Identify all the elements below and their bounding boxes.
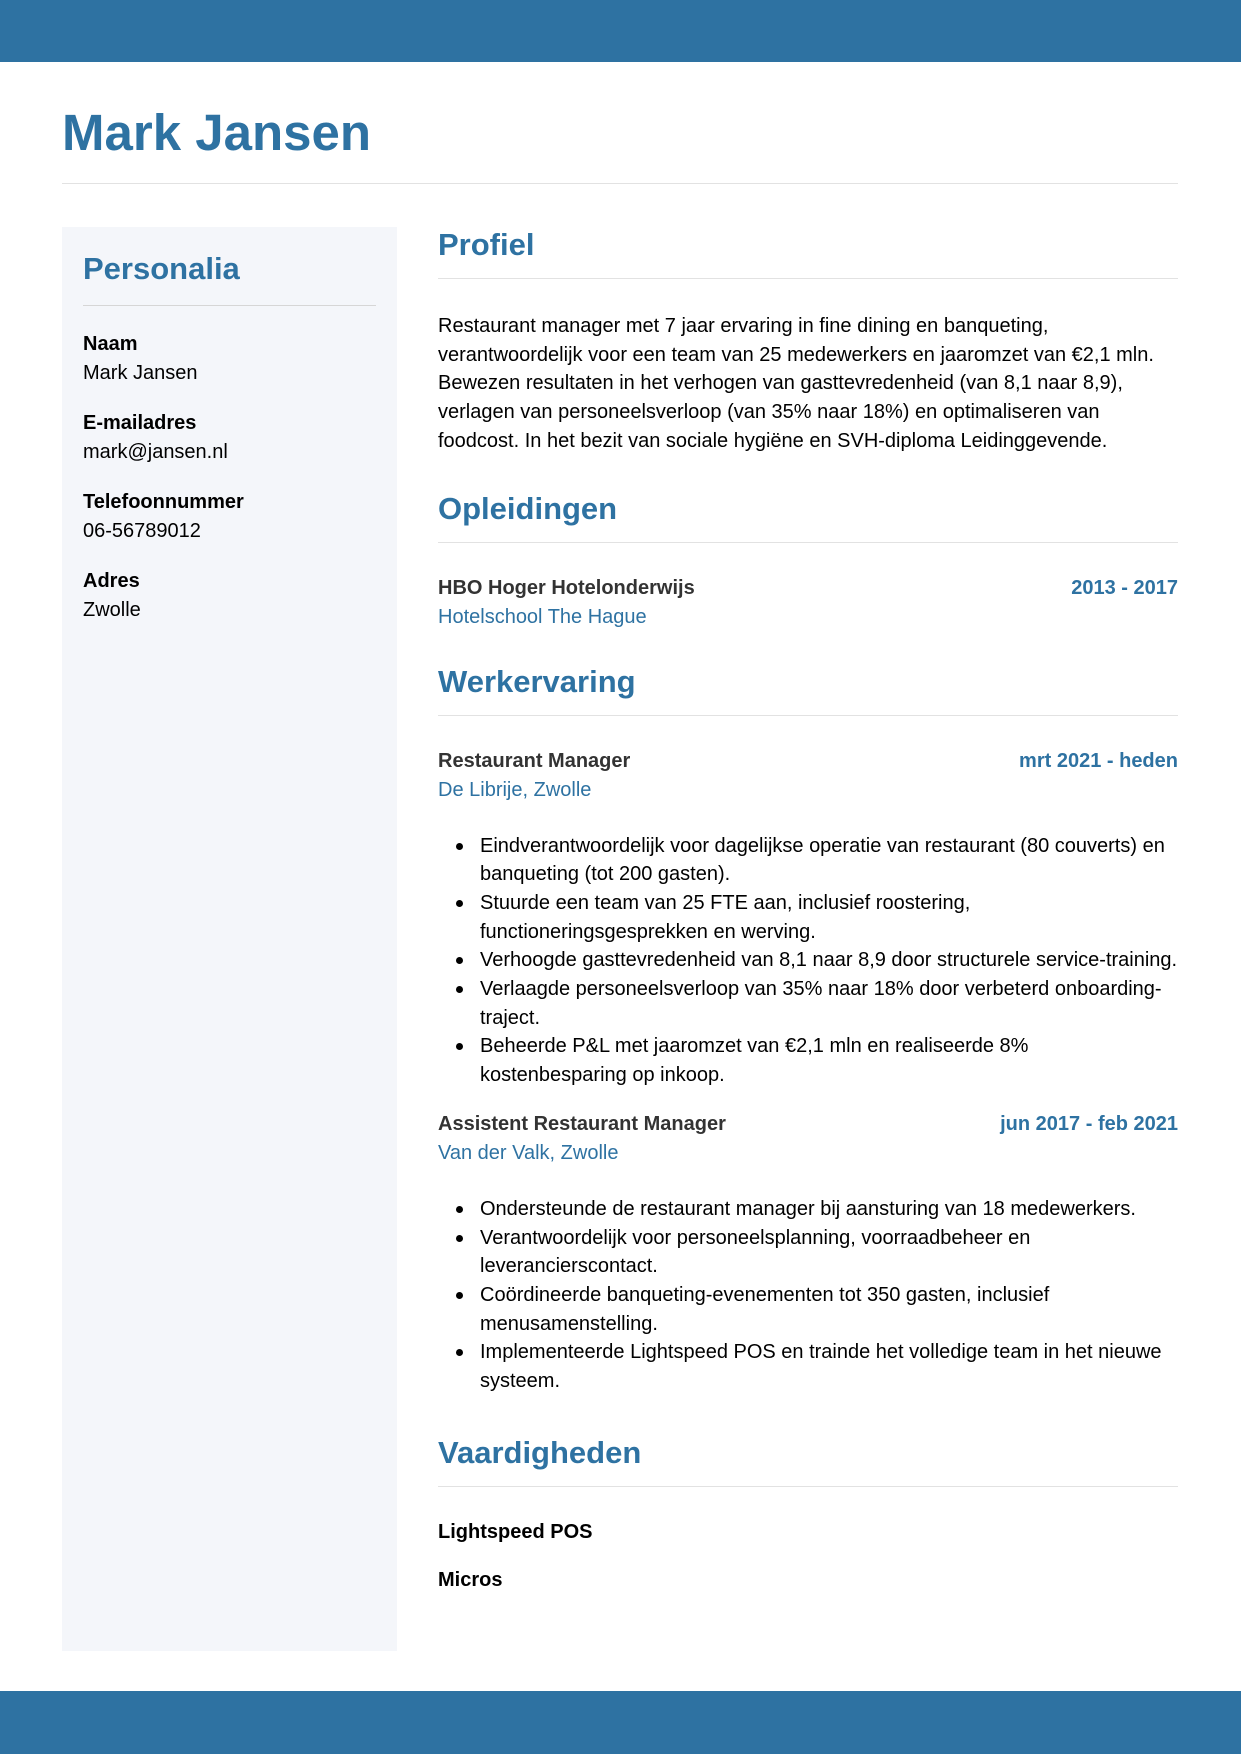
job-company: Van der Valk, Zwolle [438, 1141, 619, 1164]
job-entry [438, 747, 1178, 1090]
education-title: Opleidingen [438, 490, 618, 526]
personalia-item-name [83, 330, 376, 388]
personalia-label: Naam [83, 333, 138, 355]
list-item: Stuurde een team van 25 FTE aan, inclusief roostering, functioneringsgesprekken en werving. [438, 889, 1178, 946]
personalia-title: Personalia [83, 251, 240, 286]
profile-text: Restaurant manager met 7 jaar ervaring in fine dining en banqueting, verantwoordelijk voor een team van 25 medewerkers en jaaromzet van €2,1 mln. Bewezen resultaten in het verhogen van gasttevredenheid (van 8,1 naar 8,9), verlagen van personeelsverloop (van 35% naar 18%) en optimaliseren van foodcost. In het bezit van sociale hygiëne en SVH-diploma Leidinggevende. [438, 315, 1154, 452]
bottom-banner [0, 1691, 1241, 1754]
education-school: Hotelschool The Hague [438, 605, 647, 628]
personalia-item-address [83, 567, 376, 625]
job-company: De Librije, Zwolle [438, 778, 592, 801]
section-divider [438, 542, 1178, 543]
list-item: Beheerde P&L met jaaromzet van €2,1 mln en realiseerde 8% kostenbesparing op inkoop. [438, 1032, 1178, 1089]
experience-section [438, 663, 1178, 1396]
job-dates: mrt 2021 - heden [1019, 749, 1178, 772]
skill-item: Lightspeed POS [438, 1520, 593, 1543]
job-header [438, 747, 1178, 776]
list-item: Implementeerde Lightspeed POS en trainde het volledige team in het nieuwe systeem. [438, 1338, 1178, 1395]
job-bullets [438, 832, 1178, 1090]
personalia-value: Mark Jansen [83, 362, 198, 384]
header-divider [62, 183, 1178, 184]
skills-section [438, 1434, 1178, 1595]
list-item: Eindverantwoordelijk voor dagelijkse operatie van restaurant (80 couverts) en banqueting (tot 200 gasten). [438, 832, 1178, 889]
personalia-value: mark@jansen.nl [83, 441, 228, 463]
candidate-name: Mark Jansen [62, 104, 371, 161]
skill-item: Micros [438, 1568, 503, 1591]
top-banner [0, 0, 1241, 62]
skills-title: Vaardigheden [438, 1434, 642, 1470]
personalia-label: Adres [83, 570, 140, 592]
personalia-divider [83, 305, 376, 306]
section-divider [438, 715, 1178, 716]
personalia-sidebar [62, 227, 397, 1651]
list-item: Ondersteunde de restaurant manager bij aansturing van 18 medewerkers. [438, 1195, 1178, 1224]
job-entry [438, 1110, 1178, 1396]
education-degree: HBO Hoger Hotelonderwijs [438, 576, 695, 599]
profile-section [438, 226, 1178, 456]
main-content [438, 226, 1178, 1595]
personalia-item-email [83, 409, 376, 467]
education-dates: 2013 - 2017 [1071, 576, 1178, 599]
list-item: Verhoogde gasttevredenheid van 8,1 naar 8,9 door structurele service-training. [438, 946, 1178, 975]
job-role: Restaurant Manager [438, 749, 631, 772]
personalia-item-phone [83, 488, 376, 546]
education-entry [438, 574, 1178, 632]
education-section [438, 490, 1178, 632]
profile-title: Profiel [438, 227, 535, 262]
list-item: Coördineerde banqueting-evenementen tot 350 gasten, inclusief menusamenstelling. [438, 1281, 1178, 1338]
section-divider [438, 1486, 1178, 1487]
personalia-value: 06-56789012 [83, 520, 201, 542]
job-bullets [438, 1195, 1178, 1396]
personalia-label: E-mailadres [83, 412, 197, 434]
experience-title: Werkervaring [438, 663, 636, 699]
education-entry-header [438, 574, 1178, 603]
personalia-value: Zwolle [83, 599, 141, 621]
job-role: Assistent Restaurant Manager [438, 1112, 726, 1135]
section-divider [438, 278, 1178, 279]
job-header [438, 1110, 1178, 1139]
list-item: Verantwoordelijk voor personeelsplanning, voorraadbeheer en leverancierscontact. [438, 1224, 1178, 1281]
list-item: Verlaagde personeelsverloop van 35% naar 18% door verbeterd onboarding-traject. [438, 975, 1178, 1032]
job-dates: jun 2017 - feb 2021 [1000, 1112, 1178, 1135]
personalia-label: Telefoonnummer [83, 491, 244, 513]
